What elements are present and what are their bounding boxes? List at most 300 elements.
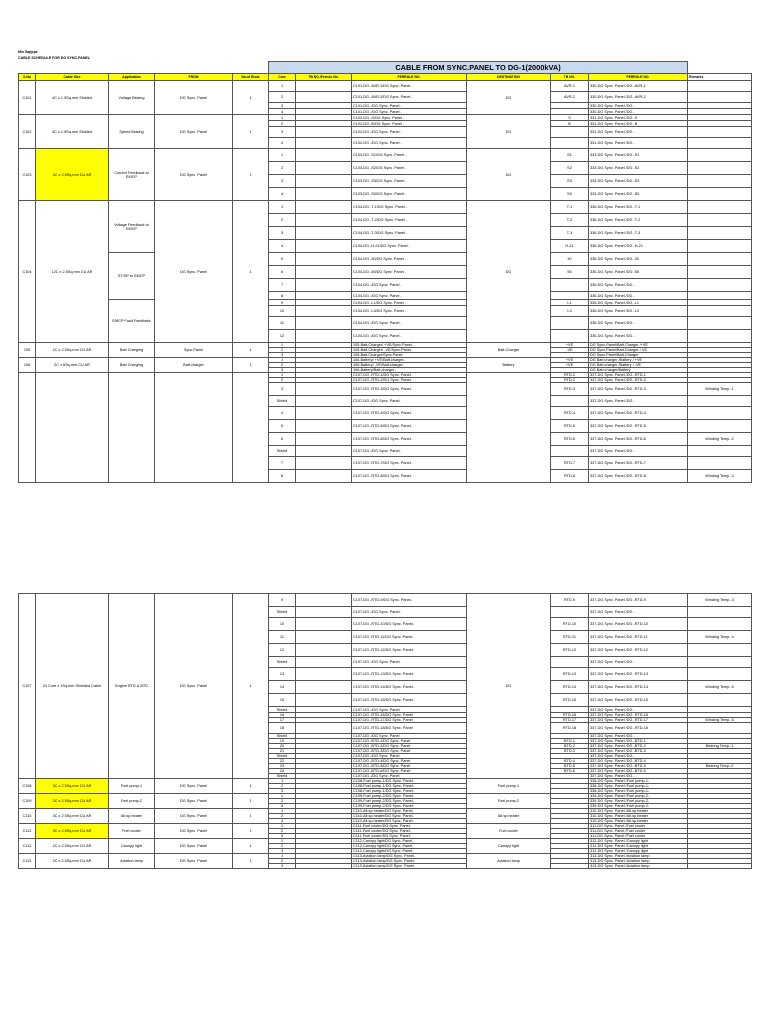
- column-header: Core: [269, 74, 296, 81]
- ferrule-number-from: C103-DG -S1/DG Sync. Panel -: [352, 149, 467, 162]
- ferrule-number-destination: 336-DG Sync. Panel /DG -T-3: [589, 227, 688, 240]
- tb-number-destination: [551, 279, 589, 292]
- table-row: [19, 854, 752, 859]
- number-of-runs: 1: [233, 839, 269, 854]
- cable-number: C111: [19, 824, 36, 839]
- cable-size: 2C x 2.5Sq.mm CU AR: [36, 839, 109, 854]
- title-spacer-left: [19, 62, 269, 74]
- tb-number: [296, 864, 352, 869]
- ferrule-number-destination: 333-DG Sync. Panel /DG -S3: [589, 175, 688, 188]
- ferrule-number-from: C107-DG -RTD-4/DG Sync. Panel-: [352, 407, 467, 420]
- remarks: [688, 644, 752, 657]
- ferrule-number-destination: 337-DG Sync. Panel /DG -RTD-3: [589, 383, 688, 396]
- application: Voltage Bsising: [109, 81, 155, 115]
- from-panel: DG Sync. Panel: [155, 115, 233, 149]
- number-of-runs: 1: [233, 358, 269, 373]
- tb-number: [296, 279, 352, 292]
- remarks: [688, 306, 752, 317]
- tb-number: [296, 383, 352, 396]
- ferrule-number-destination: 337-DG Sync. Panel /DG -RTD-13: [589, 668, 688, 681]
- core-number: 2: [269, 859, 296, 864]
- core-number: 21: [269, 749, 296, 754]
- remarks: [688, 607, 752, 618]
- cable-schedule-table-page-1: [18, 61, 752, 483]
- ferrule-number-from: C104-DG -H-21/DG Sync. Panel -: [352, 240, 467, 253]
- core-number: 2: [269, 162, 296, 175]
- destination: DG: [467, 81, 551, 115]
- ferrule-number-from: C107-DG -/DG Sync. Panel-: [352, 446, 467, 457]
- application: Voltage Feedback to EMCP: [109, 201, 155, 253]
- application: Speed Bsising: [109, 115, 155, 149]
- tb-number: [296, 81, 352, 92]
- ferrule-number-from: C104-DG -/DG Sync. Panel -: [352, 330, 467, 343]
- ferrule-number-destination: 337-DG Sync. Panel /DG -RTD-8: [589, 470, 688, 483]
- number-of-runs: 1: [233, 824, 269, 839]
- from-panel: Sync.Panel: [155, 343, 233, 358]
- cable-number: 105: [19, 343, 36, 358]
- application: Current Feedback to EMCP: [109, 149, 155, 201]
- ferrule-number-destination: 311-DG Sync. Panel /Fuel cooler: [589, 829, 688, 834]
- ferrule-number-destination: 337-DG Sync. Panel /DG -RTD-2: [589, 378, 688, 383]
- ferrule-number-destination: 311-DG Sync. Panel /Fuel cooler: [589, 834, 688, 839]
- core-number: 2: [269, 799, 296, 804]
- table-row: [19, 594, 752, 607]
- ferrule-number-from: C107-DG -RTD-14/DG Sync. Panel-: [352, 681, 467, 694]
- core-number: 17: [269, 718, 296, 723]
- cable-size: 4C x 1.5Sq.mm Shilded: [36, 81, 109, 115]
- ferrule-number-destination: 337-DG Sync. Panel /DG -RTD-7: [589, 457, 688, 470]
- table-row: [19, 201, 752, 214]
- ferrule-number-from: C102-DG -/DG Sync. Panel -: [352, 127, 467, 138]
- ferrule-number-from: C107-DG -RTD-5/DG Sync. Panel-: [352, 420, 467, 433]
- tb-number: [296, 127, 352, 138]
- core-number: 18: [269, 723, 296, 734]
- remarks: [688, 657, 752, 668]
- ferrule-number-destination: 337-DG Sync. Panel /DG -RTD-16: [589, 713, 688, 718]
- core-number: 3: [269, 864, 296, 869]
- remarks: [688, 240, 752, 253]
- ferrule-number-destination: 337-DG Sync. Panel /DG -RTD-18: [589, 723, 688, 734]
- remarks: [688, 214, 752, 227]
- core-number: 3: [269, 227, 296, 240]
- tb-number-destination: RTD-1: [551, 373, 589, 378]
- tb-number-destination: RTD-14: [551, 681, 589, 694]
- tb-number-destination: +VE: [551, 363, 589, 368]
- core-number: 5: [269, 253, 296, 266]
- ferrule-number-destination: 337-DG Sync. Panel /DG -RTD-11: [589, 631, 688, 644]
- tb-number-destination: [551, 330, 589, 343]
- ferrule-number-from: C109-Fuel pump-2/DG Sync. Panel-: [352, 804, 467, 809]
- ferrule-number-destination: 337-DG Sync. Panel /DG -: [589, 707, 688, 713]
- ferrule-number-from: C112-Canopy light/DG Sync. Panel-: [352, 839, 467, 844]
- from-panel: DG Sync. Panel: [155, 594, 233, 779]
- ferrule-number-destination: DG Sync.Panel/Batt.Charger /-VE: [589, 348, 688, 353]
- ferrule-number-from: C107-DG -BTD-2/DG Sync. Panel: [352, 744, 467, 749]
- ferrule-number-from: C101-DG -AVR-1/DG Sync. Panel -: [352, 81, 467, 92]
- ferrule-number-destination: 313-DG Sync. Panel /Aviation lamp: [589, 859, 688, 864]
- ferrule-number-destination: 337-DG Sync. Panel /DG -RTD-15: [589, 694, 688, 707]
- core-number: 3: [269, 127, 296, 138]
- table-row: [19, 149, 752, 162]
- core-number: Shield: [269, 707, 296, 713]
- cable-number: C102: [19, 115, 36, 149]
- table-row: [19, 358, 752, 363]
- tb-number: [296, 317, 352, 330]
- tb-number-destination: [551, 657, 589, 668]
- from-panel: DG Sync. Panel: [155, 149, 233, 201]
- tb-number-destination: 30: [551, 253, 589, 266]
- ferrule-number-destination: 331-DG Sync. Panel /DG -B: [589, 121, 688, 127]
- ferrule-number-destination: 312-DG Sync. Panel /Canopy light: [589, 839, 688, 844]
- remarks: [688, 420, 752, 433]
- core-number: 7: [269, 457, 296, 470]
- tb-number: [296, 694, 352, 707]
- application: Aviation lamp: [109, 854, 155, 869]
- column-header: TB NO./Ferrule No.: [296, 74, 352, 81]
- tb-number: [296, 330, 352, 343]
- tb-number-destination: RTD-6: [551, 433, 589, 446]
- ferrule-number-from: C104-DG -T-3/DG Sync. Panel -: [352, 227, 467, 240]
- ferrule-number-from: C112-Canopy light/DG Sync. Panel-: [352, 844, 467, 849]
- tb-number: [296, 188, 352, 201]
- tb-number-destination: S3: [551, 175, 589, 188]
- title-row: [19, 62, 752, 74]
- ferrule-number-destination: 337-DG Sync. Panel /DG -: [589, 446, 688, 457]
- core-number: Shield: [269, 446, 296, 457]
- core-number: 23: [269, 764, 296, 769]
- ferrule-number-from: C104-DG -/DG Sync. Panel -: [352, 317, 467, 330]
- core-number: 6: [269, 433, 296, 446]
- core-number: 1: [269, 373, 296, 378]
- remarks: Winding Temp.-3: [688, 594, 752, 607]
- ferrule-number-destination: DG Sync.Panel/Batt.Charger: [589, 353, 688, 358]
- core-number: 1: [269, 358, 296, 363]
- tb-number-destination: RTD-10: [551, 618, 589, 631]
- ferrule-number-from: C108-Fuel pump-1/DG Sync. Panel-: [352, 789, 467, 794]
- remarks: Winding Temp.-4: [688, 631, 752, 644]
- ferrule-number-destination: 337-DG Sync. Panel /DG -RTD-10: [589, 618, 688, 631]
- from-panel: DG Sync. Panel: [155, 824, 233, 839]
- cable-size: 2C x 2.5Sq.mm CU AR: [36, 854, 109, 869]
- core-number: 1: [269, 824, 296, 829]
- remarks: [688, 668, 752, 681]
- tb-number: [296, 681, 352, 694]
- column-header: Application: [109, 74, 155, 81]
- ferrule-number-from: C107-DG -RTD-11/DG Sync. Panel-: [352, 631, 467, 644]
- table-row: [19, 343, 752, 348]
- tb-number-destination: RTD-12: [551, 644, 589, 657]
- remarks: Bearing Temp.-2: [688, 764, 752, 769]
- cable-size: 3C x 2.5Sq.mm CU AR: [36, 824, 109, 839]
- column-header: TB NO.: [551, 74, 589, 81]
- ferrule-number-destination: 333-DG Sync. Panel /DG -S0: [589, 188, 688, 201]
- destination: DG: [467, 594, 551, 779]
- remarks: [688, 175, 752, 188]
- ferrule-number-destination: DG Batt.charger/Battery: [589, 368, 688, 373]
- ferrule-number-destination: 339-DG Sync. Panel /Fuel pump-2-: [589, 794, 688, 799]
- tb-number-destination: S1: [551, 149, 589, 162]
- ferrule-number-destination: 337-DG Sync. Panel /DG -: [589, 657, 688, 668]
- number-of-runs: 1: [233, 343, 269, 358]
- from-panel: DG Sync. Panel: [155, 779, 233, 794]
- cable-size: 24 Core x 1Sq.mm Shielded Cable: [36, 594, 109, 779]
- remarks: [688, 864, 752, 869]
- core-number: Shield: [269, 657, 296, 668]
- ferrule-number-from: C111-Fuel cooler/DG Sync. Panel-: [352, 834, 467, 839]
- ferrule-number-destination: 337-DG Sync. Panel /DG -: [589, 396, 688, 407]
- tb-number-destination: [551, 607, 589, 618]
- ferrule-number-from: C113-Aviation lamp/DG Sync. Panel-: [352, 859, 467, 864]
- column-header: FERRULE NO.: [352, 74, 467, 81]
- ferrule-number-destination: 336-DG Sync. Panel /DG -30: [589, 253, 688, 266]
- remarks: [688, 253, 752, 266]
- tb-number: [296, 175, 352, 188]
- remarks: [688, 446, 752, 457]
- remarks: [688, 266, 752, 279]
- ferrule-number-from: C107-DG -RTD-7/DG Sync. Panel-: [352, 457, 467, 470]
- cable-size: 3C x 2.5Sq.mm CU AR: [36, 794, 109, 809]
- schedule-title: CABLE SCHEDULE FOR DG SYNC.PANEL: [18, 56, 91, 60]
- core-number: 3: [269, 353, 296, 358]
- column-header: FROM: [155, 74, 233, 81]
- core-number: 5: [269, 420, 296, 433]
- tb-number: [296, 227, 352, 240]
- core-number: Shield: [269, 734, 296, 739]
- ferrule-number-destination: 313-DG Sync. Panel /Aviation lamp: [589, 864, 688, 869]
- cable-size: 3C x 2.5Sq.mm CU AR: [36, 809, 109, 824]
- tb-number: [296, 631, 352, 644]
- ferrule-number-destination: 337-DG Sync. Panel /DG -BTD-5: [589, 764, 688, 769]
- from-panel: DG Sync. Panel: [155, 809, 233, 824]
- ferrule-number-from: C107-DG -/DG Sync. Panel: [352, 754, 467, 759]
- ferrule-number-destination: 337-DG Sync. Panel /DG -: [589, 607, 688, 618]
- tb-number: [296, 253, 352, 266]
- ferrule-number-from: C104-DG -L3/DG Sync. Panel -: [352, 306, 467, 317]
- ferrule-number-from: C104-DG -55/DG Sync. Panel -: [352, 266, 467, 279]
- tb-number: [296, 657, 352, 668]
- ferrule-number-destination: 312-DG Sync. Panel /Canopy light: [589, 849, 688, 854]
- remarks: [688, 396, 752, 407]
- cable-size: 4C x 2.5Sq.mm CU AR: [36, 149, 109, 201]
- core-number: 4: [269, 188, 296, 201]
- ferrule-number-destination: 338-DG Sync. Panel /Fuel pump-1-: [589, 789, 688, 794]
- core-number: 9: [269, 594, 296, 607]
- ferrule-number-destination: 339-DG Sync. Panel /Fuel pump-2-: [589, 799, 688, 804]
- remarks: [688, 292, 752, 300]
- cable-number: C103: [19, 149, 36, 201]
- tb-number: [296, 446, 352, 457]
- core-number: Shield: [269, 607, 296, 618]
- ferrule-number-from: C104-DG -30/DG Sync. Panel -: [352, 253, 467, 266]
- ferrule-number-from: C101-DG -/DG Sync. Panel -: [352, 103, 467, 109]
- core-number: 12: [269, 330, 296, 343]
- application: Batt Charging: [109, 358, 155, 373]
- ferrule-number-destination: 337-DG Sync. Panel /DG -: [589, 734, 688, 739]
- tb-number: [296, 470, 352, 483]
- ferrule-number-destination: 313-DG Sync. Panel /Aviation lamp: [589, 854, 688, 859]
- tb-number: [296, 457, 352, 470]
- ferrule-number-destination: 330-DG Sync. Panel /DG -: [589, 109, 688, 115]
- ferrule-number-from: C102-DG -B/DG Sync. Panel -: [352, 121, 467, 127]
- ferrule-number-from: C107-DG -/DG Sync. Panel-: [352, 396, 467, 407]
- tb-number-destination: [551, 317, 589, 330]
- table-row: [19, 373, 752, 378]
- cable-number: C107: [19, 594, 36, 779]
- ferrule-number-destination: DG Batt.charger /Battery / +VE: [589, 358, 688, 363]
- ferrule-number-from: C107-DG -BTD-5/DG Sync. Panel: [352, 764, 467, 769]
- ferrule-number-destination: 337-DG Sync. Panel /DG -BTD-2: [589, 744, 688, 749]
- core-number: 3: [269, 368, 296, 373]
- ferrule-number-destination: 337-DG Sync. Panel /DG -: [589, 774, 688, 779]
- ferrule-number-from: C107-DG -/DG Sync. Panel-: [352, 707, 467, 713]
- core-number: Shield: [269, 774, 296, 779]
- remarks: [688, 138, 752, 149]
- remarks: [688, 188, 752, 201]
- column-header: S.No: [19, 74, 36, 81]
- ferrule-number-from: C107-DG -RTD-13/DG Sync. Panel-: [352, 668, 467, 681]
- core-number: 8: [269, 470, 296, 483]
- cable-size: 2C x 6Sq.mm CU AR: [36, 358, 109, 373]
- tb-number-destination: AVR-2: [551, 92, 589, 103]
- core-number: 3: [269, 789, 296, 794]
- remarks: [688, 149, 752, 162]
- ferrule-number-from: 106-Battery/ +VE/Batt.charger-: [352, 358, 467, 363]
- ferrule-number-destination: 336-DG Sync. Panel /DG -L3: [589, 306, 688, 317]
- from-panel: DG Sync. Panel: [155, 81, 233, 115]
- cable-number: C104: [19, 201, 36, 343]
- table-row: [19, 81, 752, 92]
- from-panel: Batt.charger: [155, 358, 233, 373]
- ferrule-number-from: C113-Aviation lamp/DG Sync. Panel-: [352, 854, 467, 859]
- number-of-runs: 1: [233, 779, 269, 794]
- tb-number: [296, 668, 352, 681]
- application: EMCP Fault Feedback: [109, 300, 155, 343]
- ferrule-number-destination: 330-DG Sync. Panel /DG -: [589, 103, 688, 109]
- core-number: 1: [269, 794, 296, 799]
- remarks: Bearing Temp.-1: [688, 744, 752, 749]
- company-name: M/s Sajippe: [18, 50, 38, 54]
- ferrule-number-destination: 333-DG Sync. Panel /DG -S2: [589, 162, 688, 175]
- ferrule-number-destination: 336-DG Sync. Panel /DG -T-2: [589, 214, 688, 227]
- ferrule-number-from: C107-DG -RTD-18/DG Sync. Panel: [352, 723, 467, 734]
- ferrule-number-destination: 330-DG Sync. Panel /DG -AVR-2: [589, 92, 688, 103]
- core-number: 4: [269, 138, 296, 149]
- application: Batt Charging: [109, 343, 155, 358]
- remarks: [688, 81, 752, 92]
- tb-number-destination: L1: [551, 300, 589, 306]
- tb-number-destination: T-1: [551, 201, 589, 214]
- tb-number: [296, 149, 352, 162]
- ferrule-number-from: C111-Fuel cooler/DG Sync. Panel-: [352, 824, 467, 829]
- tb-number-destination: S2: [551, 162, 589, 175]
- tb-number-destination: -VE: [551, 348, 589, 353]
- cable-schedule-table-page-2: [18, 593, 752, 869]
- remarks: [688, 127, 752, 138]
- ferrule-number-destination: 337-DG Sync. Panel /DG -: [589, 754, 688, 759]
- ferrule-number-from: 105-Batt.Charger/Sync.Panel-: [352, 353, 467, 358]
- remarks: Winding Temp.-3: [688, 470, 752, 483]
- ferrule-number-from: C101-DG -AVR-2/DG Sync. Panel -: [352, 92, 467, 103]
- core-number: 12: [269, 644, 296, 657]
- ferrule-number-destination: 336-DG Sync. Panel /DG -: [589, 292, 688, 300]
- tb-number: [296, 433, 352, 446]
- from-panel: DG Sync. Panel: [155, 839, 233, 854]
- remarks: [688, 317, 752, 330]
- ferrule-number-destination: 331-DG Sync. Panel /DG -: [589, 127, 688, 138]
- remarks: [688, 92, 752, 103]
- ferrule-number-destination: 337-DG Sync. Panel /DG -RTD-5: [589, 420, 688, 433]
- core-number: Shield: [269, 754, 296, 759]
- ferrule-number-from: C104-DG -T-1/DG Sync. Panel -: [352, 201, 467, 214]
- tb-number-destination: 55: [551, 266, 589, 279]
- ferrule-number-from: 106-Battery/Batt.charger-: [352, 368, 467, 373]
- remarks: [688, 162, 752, 175]
- tb-number-destination: BTD-3: [551, 749, 589, 754]
- ferrule-number-from: C110-Alt.sp.heater/DG Sync. Panel-: [352, 819, 467, 824]
- ferrule-number-destination: 331-DG Sync. Panel /DG -S: [589, 115, 688, 121]
- tb-number-destination: S: [551, 115, 589, 121]
- number-of-runs: 1: [233, 201, 269, 343]
- ferrule-number-destination: 310-DG Sync. Panel /Alt.sp.heater: [589, 809, 688, 814]
- tb-number-destination: RTD-16: [551, 713, 589, 718]
- core-number: 1: [269, 81, 296, 92]
- table-row: [19, 779, 752, 784]
- table-title: CABLE FROM SYNC.PANEL TO DG-1(2000kVA): [269, 62, 688, 74]
- ferrule-number-from: C107-DG -RTD-17/DG Sync. Panel: [352, 718, 467, 723]
- tb-number-destination: BTD-4: [551, 759, 589, 764]
- ferrule-number-from: C104-DG -T-2/DG Sync. Panel -: [352, 214, 467, 227]
- core-number: 1: [269, 343, 296, 348]
- core-number: 10: [269, 306, 296, 317]
- tb-number-destination: B: [551, 121, 589, 127]
- remarks: [688, 407, 752, 420]
- ferrule-number-destination: 338-DG Sync. Panel /Fuel pump-1-: [589, 784, 688, 789]
- ferrule-number-destination: 337-DG Sync. Panel /DG -RTD-12: [589, 644, 688, 657]
- remarks: [688, 227, 752, 240]
- core-number: 7: [269, 279, 296, 292]
- application: Fuel cooler: [109, 824, 155, 839]
- core-number: 14: [269, 681, 296, 694]
- tb-number-destination: RTD-11: [551, 631, 589, 644]
- ferrule-number-destination: 311-DG Sync. Panel /Fuel cooler: [589, 824, 688, 829]
- application: Fuel pump-1: [109, 779, 155, 794]
- tb-number: [296, 607, 352, 618]
- tb-number-destination: [551, 396, 589, 407]
- ferrule-number-from: C109-Fuel pump-2/DG Sync. Panel-: [352, 794, 467, 799]
- ferrule-number-from: 105-Batt.Charger/ +VE/Sync.Panel-: [352, 343, 467, 348]
- core-number: 8: [269, 292, 296, 300]
- core-number: 1: [269, 201, 296, 214]
- ferrule-number-from: C107-DG -BTD-6/DG Sync. Panel: [352, 769, 467, 774]
- tb-number: [296, 420, 352, 433]
- core-number: 1: [269, 115, 296, 121]
- ferrule-number-destination: 310-DG Sync. Panel /Alt.sp.heater: [589, 819, 688, 824]
- application: ST/SP to EMCP: [109, 253, 155, 300]
- ferrule-number-from: C107-DG -RTD-1/DG Sync. Panel-: [352, 373, 467, 378]
- table-row: [19, 253, 752, 266]
- column-header: Remarks: [688, 74, 752, 81]
- ferrule-number-destination: 337-DG Sync. Panel /DG -RTD-1: [589, 373, 688, 378]
- destination: DG: [467, 201, 551, 343]
- tb-number-destination: RTD-9: [551, 594, 589, 607]
- core-number: 1: [269, 809, 296, 814]
- core-number: 3: [269, 849, 296, 854]
- ferrule-number-from: C107-DG -RTD-12/DG Sync. Panel-: [352, 644, 467, 657]
- tb-number-destination: T-2: [551, 214, 589, 227]
- tb-number: [296, 594, 352, 607]
- tb-number: [296, 306, 352, 317]
- ferrule-number-from: C107-DG -/DG Sync. Panel-: [352, 607, 467, 618]
